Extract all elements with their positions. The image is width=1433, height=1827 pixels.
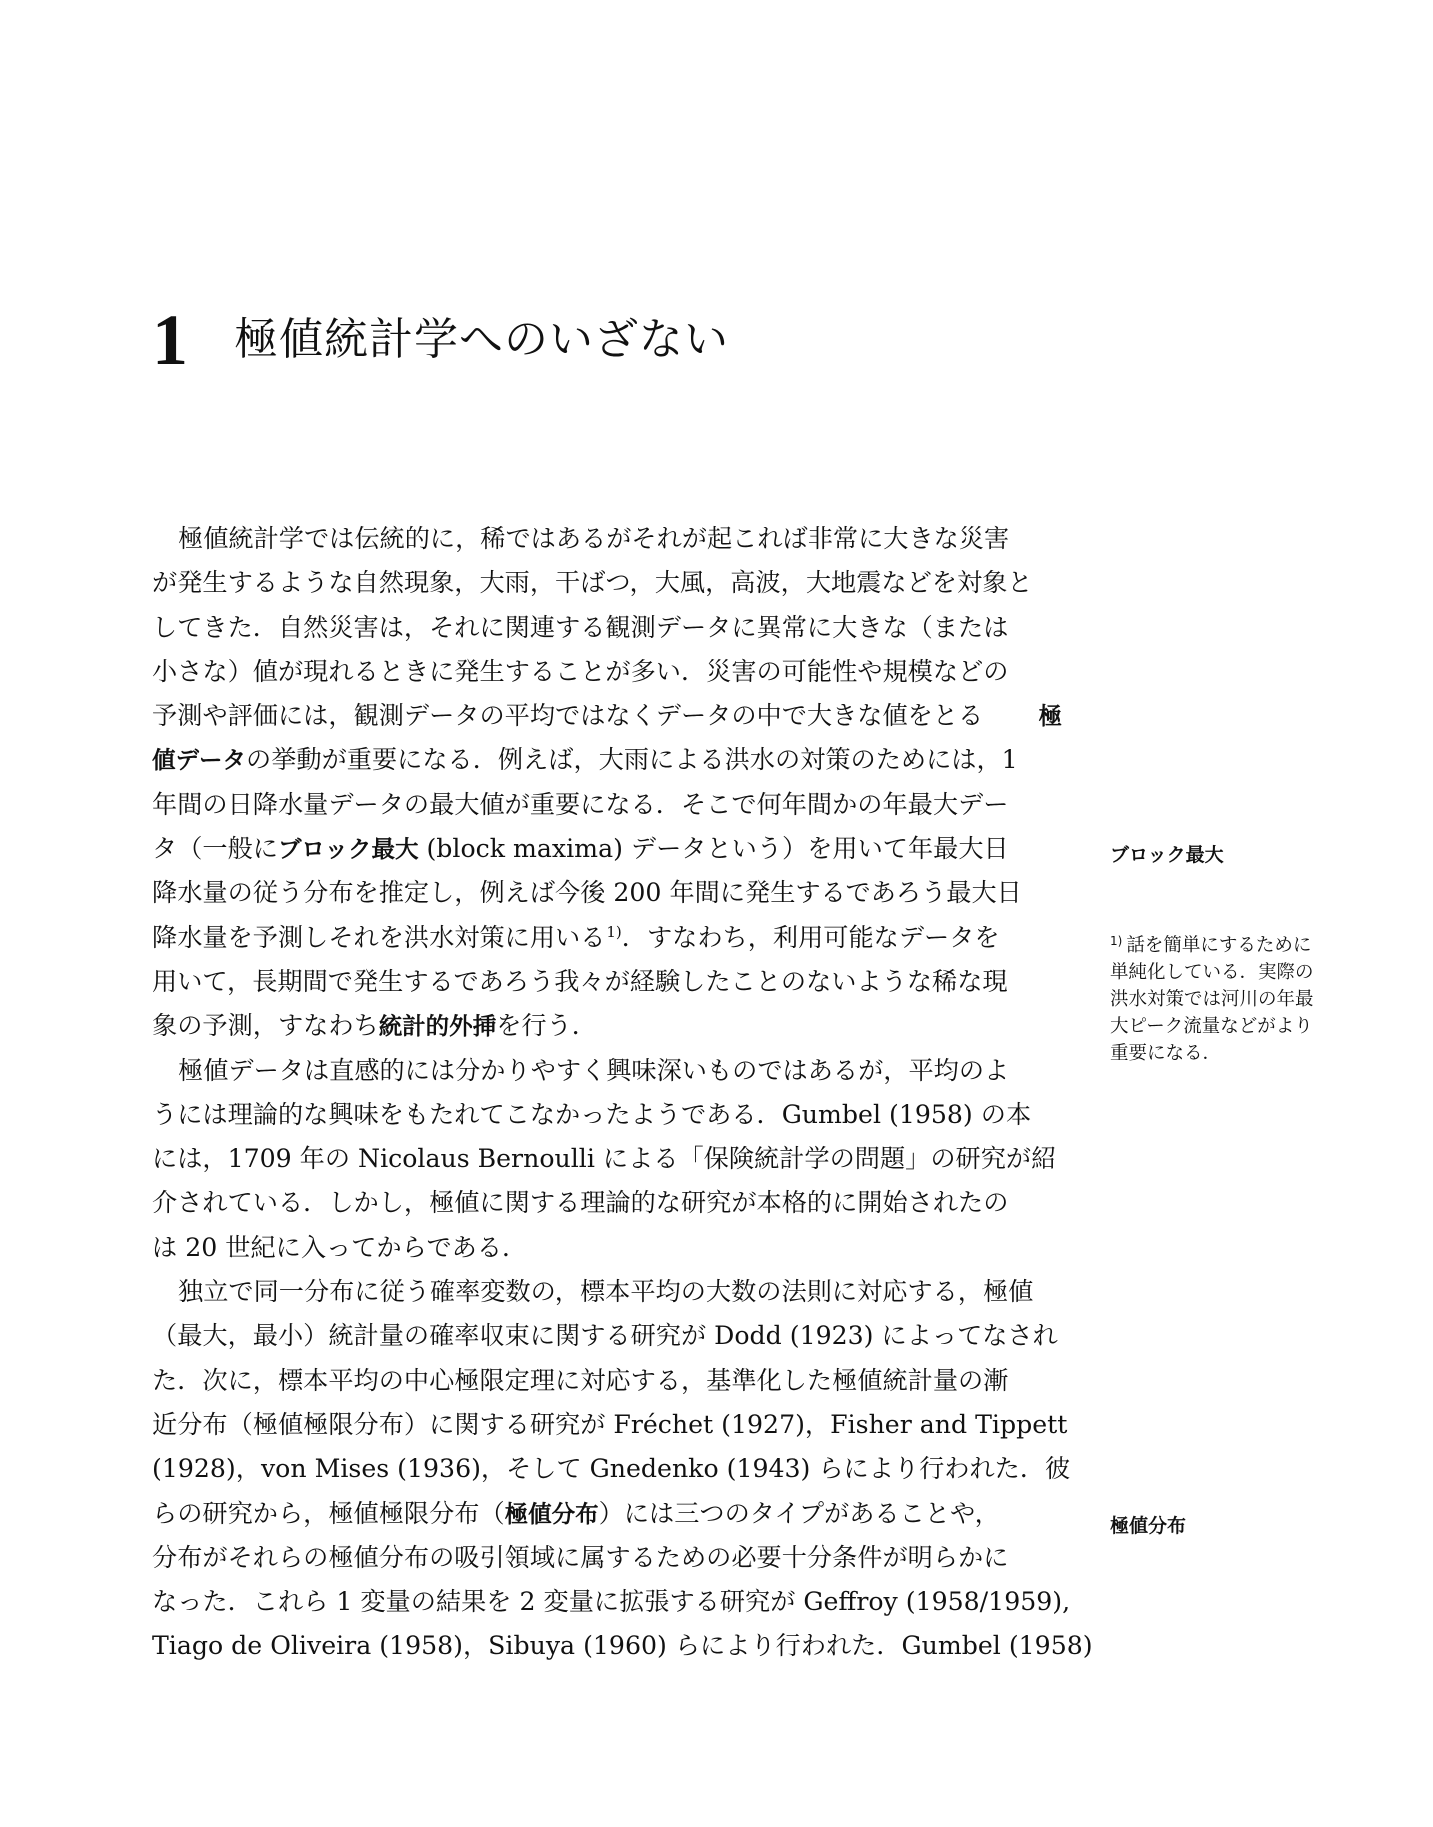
footnote-line: 重要になる． bbox=[1110, 1043, 1222, 1064]
paragraph-line: 降水量の従う分布を推定し，例えば今後 200 年間に発生するであろう最大日 bbox=[152, 878, 1022, 908]
paragraph-line: Tiago de Oliveira (1958)，Sibuya (1960) らにより行われた．Gumbel (1958) bbox=[152, 1631, 1093, 1661]
body-text bbox=[152, 517, 1093, 1669]
paragraph-line: 年間の日降水量データの最大値が重要になる．そこで何年間かの年最大デー bbox=[152, 789, 1009, 819]
footnote-line: 単純化している．実際の bbox=[1110, 962, 1314, 983]
chapter-number: 1 bbox=[152, 300, 188, 380]
paragraph-line: は 20 世紀に入ってからである． bbox=[152, 1232, 528, 1262]
footnote-line: 大ピーク流量などがより bbox=[1110, 1016, 1313, 1037]
paragraph-line: タ（一般にブロック最大 (block maxima) データという）を用いて年最大日 bbox=[152, 834, 1009, 864]
paragraph-line: 値データの挙動が重要になる．例えば，大雨による洪水の対策のためには，1 bbox=[152, 745, 1018, 775]
paragraph-line: が発生するような自然現象，大雨，干ばつ，大風，高波，大地震などを対象と bbox=[152, 568, 1033, 598]
paragraph-line: 用いて，長期間で発生するであろう我々が経験したことのないような稀な現 bbox=[152, 966, 1008, 996]
keyword-statistical-extrapolation: 統計的外挿 bbox=[378, 1012, 497, 1041]
margin-keyword-block-maxima: ブロック最大 bbox=[1110, 844, 1224, 866]
footnote-number: 1) bbox=[1110, 934, 1123, 948]
paragraph-line: (1928)，von Mises (1936)，そして Gnedenko (1943) らにより行われた．彼 bbox=[152, 1454, 1071, 1484]
paragraph-line: た．次に，標本平均の中心極限定理に対応する，基準化した極値統計量の漸 bbox=[152, 1365, 1009, 1395]
chapter-heading bbox=[152, 300, 729, 380]
paragraph-line: 降水量を予測しそれを洪水対策に用いる$^{1)}$．すなわち，利用可能なデータを bbox=[152, 922, 1000, 952]
paragraph-line: 近分布（極値極限分布）に関する研究が Fréchet (1927)，Fisher and Tippett bbox=[152, 1409, 1068, 1439]
paragraph-line: 独立で同一分布に従う確率変数の，標本平均の大数の法則に対応する，極値 bbox=[178, 1277, 1034, 1307]
keyword-block-maxima: ブロック最大 bbox=[277, 835, 419, 864]
paragraph-line: してきた．自然災害は，それに関連する観測データに異常に大きな（または bbox=[152, 612, 1009, 642]
paragraph-line: 小さな）値が現れるときに発生することが多い．災害の可能性や規模などの bbox=[152, 656, 1009, 686]
keyword-extreme-value-distribution: 極値分布 bbox=[504, 1499, 599, 1528]
paragraph-line: には，1709 年の Nicolaus Bernoulli による「保険統計学の問題」の研究が紹 bbox=[152, 1144, 1057, 1174]
paragraph-line: 極値統計学では伝統的に，稀ではあるがそれが起これば非常に大きな災害 bbox=[178, 524, 1010, 553]
paragraph-line: うには理論的な興味をもたれてこなかったようである．Gumbel (1958) の本 bbox=[152, 1099, 1032, 1129]
paragraph-line: 分布がそれらの極値分布の吸引領域に属するための必要十分条件が明らかに bbox=[152, 1542, 1009, 1572]
keyword-extreme-value-data: 極 bbox=[1038, 702, 1062, 731]
margin-keyword-extreme-value-distribution: 極値分布 bbox=[1110, 1515, 1187, 1537]
footnote-line: 洪水対策では河川の年最 bbox=[1110, 989, 1314, 1010]
paragraph-line: 介されている．しかし，極値に関する理論的な研究が本格的に開始されたの bbox=[152, 1188, 1009, 1218]
footnote bbox=[1110, 932, 1355, 1067]
paragraph-line: らの研究から，極値極限分布（極値分布）には三つのタイプがあることや， bbox=[152, 1498, 1000, 1528]
paragraph-line: （最大，最小）統計量の確率収束に関する研究が Dodd (1923) によってなされ bbox=[152, 1321, 1058, 1351]
paragraph-line: 象の予測，すなわち統計的外挿を行う． bbox=[152, 1011, 597, 1041]
paragraph-line: 予測や評価には，観測データの平均ではなくデータの中で大きな値をとる 極 bbox=[152, 694, 1062, 738]
paragraph-line: なった．これら 1 変量の結果を 2 変量に拡張する研究が Geffroy (1958/1959), bbox=[152, 1587, 1071, 1617]
footnote-line: $^{1)}$ 話を簡単にするために bbox=[1110, 934, 1312, 956]
chapter-title: 極値統計学へのいざない bbox=[234, 314, 729, 365]
footnote-reference: 1) bbox=[606, 922, 622, 941]
keyword-extreme-value-data: 値データ bbox=[152, 746, 246, 775]
paragraph-line: 極値データは直感的には分かりやすく興味深いものではあるが，平均のよ bbox=[178, 1055, 1010, 1085]
